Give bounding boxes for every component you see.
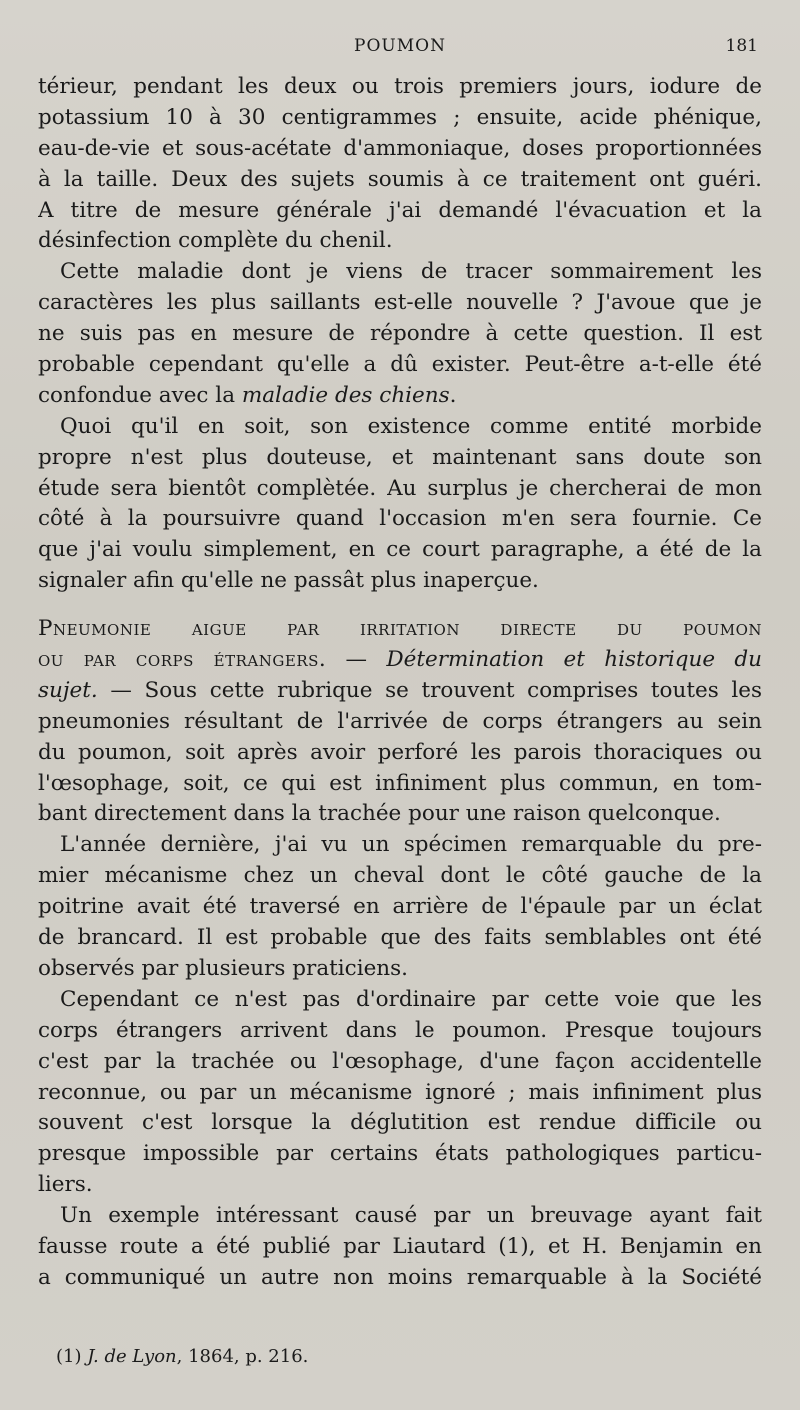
text-line [38,535,762,566]
text-line [38,1016,762,1047]
text-run: a communiqué un autre non moins remarquable à la Société [38,1264,762,1290]
text-line [38,985,762,1016]
footnote-source: J. de Lyon [87,1346,177,1367]
running-title: POUMON [354,36,446,56]
text-run: eau-de-vie et sous-acétate d'ammoniaque, doses proportionnées [38,135,762,161]
text-line [38,474,762,505]
paragraph [38,985,762,1201]
text-run: térieur, pendant les deux ou trois premiers jours, iodure de [38,74,762,99]
text-run: du poumon, soit après avoir perforé les parois thoraciques ou [38,739,762,765]
text-run: presque impossible par certains états pathologiques particu- [38,1141,762,1167]
text-run: de brancard. Il est probable que des faits semblables ont été [38,925,762,951]
italic-run: Détermination et historique du [386,647,762,673]
text-run: probable cependant qu'elle a dû exister. Peut-être a-t-elle été [38,352,762,378]
text-line [38,799,762,830]
text-run: corps étrangers arrivent dans le poumon. Presque toujours [38,1017,762,1043]
text-run: L'année dernière, j'ai vu un spécimen remarquable du pre- [60,832,762,858]
text-line [38,1263,762,1294]
text-line [38,923,762,954]
text-line [38,645,762,676]
text-line [38,103,762,134]
text-line [38,1108,762,1139]
text-line [38,1139,762,1170]
text-line [38,892,762,923]
text-run: c'est par la trachée ou l'œsophage, d'une façon accidentelle [38,1048,762,1074]
text-run: propre n'est plus douteuse, et maintenant sans doute son [38,444,762,470]
paragraph [38,257,762,411]
text-run: signaler afin qu'elle ne passât plus inaperçue. [38,568,539,594]
text-run: fausse route a été publié par Liautard (1), et H. Benjamin en [38,1233,762,1259]
text-run: mier mécanisme chez un cheval dont le côté gauche de la [38,863,762,889]
text-line [38,319,762,350]
text-line [38,504,762,535]
paragraph [38,1201,762,1294]
text-line [38,196,762,227]
text-run: — Sous cette rubrique se trouvent comprises toutes les [97,677,762,703]
text-run: désinfection complète du chenil. [38,228,393,254]
text-run: liers. [38,1172,93,1198]
text-run: étude sera bientôt complètée. Au surplus je chercherai de mon [38,475,762,501]
text-line [38,72,762,103]
text-line [38,412,762,443]
text-run: Un exemple intéressant causé par un breuvage ayant fait [60,1203,762,1229]
italic-run: maladie des chiens [241,382,450,408]
text-line [38,288,762,319]
text-run: Cette maladie dont je viens de tracer sommairement les [60,259,762,285]
text-run: que j'ai voulu simplement, en ce court paragraphe, a été de la [38,537,762,563]
text-run: reconnue, ou par un mécanisme ignoré ; mais infiniment plus [38,1079,762,1105]
text-line [38,226,762,257]
text-run: l'œsophage, soit, ce qui est infiniment plus commun, en tom- [38,770,762,796]
text-run: confondue avec la [38,382,242,408]
text-line [38,676,762,707]
footnote [56,1346,308,1367]
text-run: bant directement dans la trachée pour une raison quelconque. [38,801,721,827]
text-line [38,954,762,985]
paragraph [38,830,762,984]
text-run: ne suis pas en mesure de répondre à cette question. Il est [38,321,762,347]
text-line [38,1047,762,1078]
text-run: observés par plusieurs praticiens. [38,955,409,981]
italic-run: sujet. [38,677,98,703]
body-text [38,72,762,1294]
text-run: — [326,647,387,673]
text-line [38,861,762,892]
text-line [38,830,762,861]
text-line [38,381,762,412]
text-run: Cependant ce n'est pas d'ordinaire par cette voie que les [60,986,762,1012]
paragraph [38,72,762,257]
text-line [38,134,762,165]
text-line [38,1201,762,1232]
text-line [38,1232,762,1263]
text-run: poitrine avait été traversé en arrière de l'épaule par un éclat [38,894,762,920]
text-run: potassium 10 à 30 centigrammes ; ensuite, acide phénique, [38,104,762,130]
section-gap [38,597,762,614]
paragraph [38,614,762,830]
text-run: côté à la poursuivre quand l'occasion m'en sera fournie. Ce [38,506,762,532]
text-line [38,566,762,597]
text-line [38,350,762,381]
footnote-mark: (1) [56,1346,82,1367]
text-line [38,165,762,196]
text-run: à la taille. Deux des sujets soumis à ce traitement ont guéri. [38,166,762,192]
text-run: pneumonies résultant de l'arrivée de corps étrangers au sein [38,708,762,734]
text-line [38,614,762,645]
paragraph [38,412,762,597]
text-line [38,257,762,288]
text-line [38,1170,762,1201]
text-run: A titre de mesure générale j'ai demandé l'évacuation et la [38,197,762,223]
text-line [38,1078,762,1109]
footnote-details: , 1864, p. 216. [176,1346,309,1367]
text-run: souvent c'est lorsque la déglutition est rendue difficile ou [38,1110,762,1136]
text-line [38,769,762,800]
text-run: Quoi qu'il en soit, son existence comme entité morbide [60,413,762,439]
text-line [38,738,762,769]
small-caps-heading: Pneumonie aigue par irritation directe du poumon [38,616,762,642]
page-number: 181 [725,36,758,56]
text-run: caractères les plus saillants est-elle nouvelle ? J'avoue que je [38,290,762,316]
text-line [38,707,762,738]
text-line [38,443,762,474]
small-caps-heading: ou par corps étrangers. [38,647,327,673]
text-run: . [449,382,457,408]
